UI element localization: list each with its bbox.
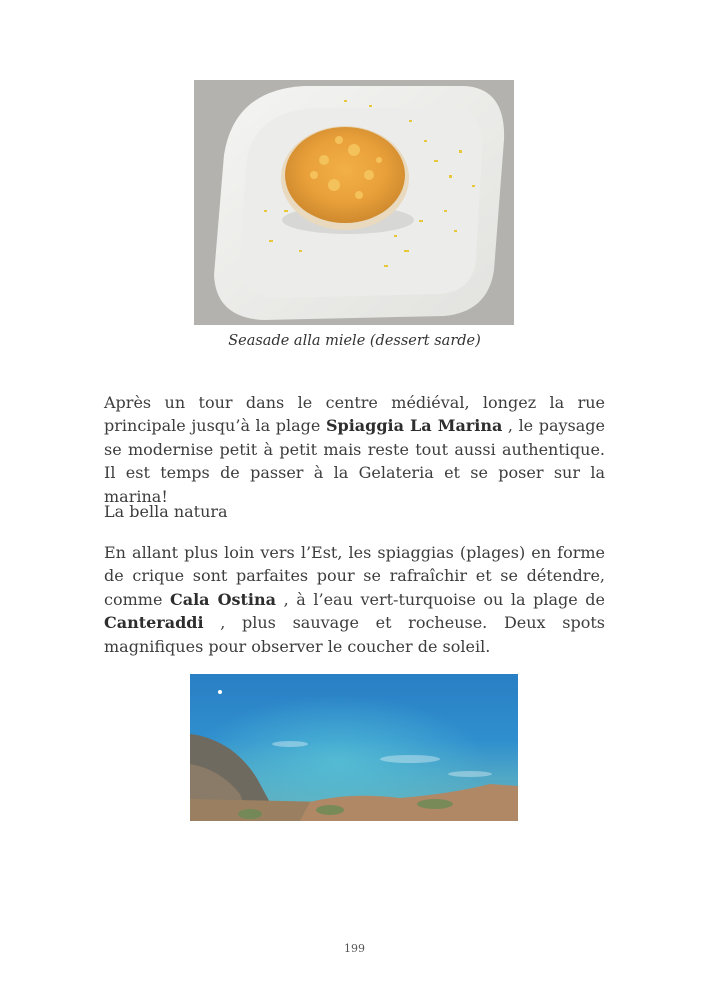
place-cala-ostina: Cala Ostina xyxy=(169,589,277,609)
place-spiaggia-la-marina: Spiaggia La Marina xyxy=(325,416,503,436)
sea-coast-photo xyxy=(190,674,518,821)
photo-caption: Seasade alla miele (dessert sarde) xyxy=(228,333,481,349)
section-heading: La bella natura xyxy=(104,502,228,521)
place-canteraddi: Canteraddi xyxy=(104,613,204,633)
dessert-photo xyxy=(194,80,514,325)
paragraph-nature: En allant plus loin vers l’Est, les spiaggias (plages) en forme de crique sont parfaites pour se rafraîchir et se détendre, comme Cala Ostina , à l’eau vert-turquoise ou la plage de Canteraddi , plus sauvage et rocheuse. Deux spots magnifiques pour observer le coucher de soleil. xyxy=(104,543,606,656)
paragraph-marina: Après un tour dans le centre médiéval, longez la rue principale jusqu’à la plage Spiaggia La Marina , le paysage se modernise petit à petit mais reste tout aussi authentique. Il est temps de passer à la Gelateria et se poser sur la marina! xyxy=(104,393,606,506)
page-number: 199 xyxy=(344,942,365,955)
